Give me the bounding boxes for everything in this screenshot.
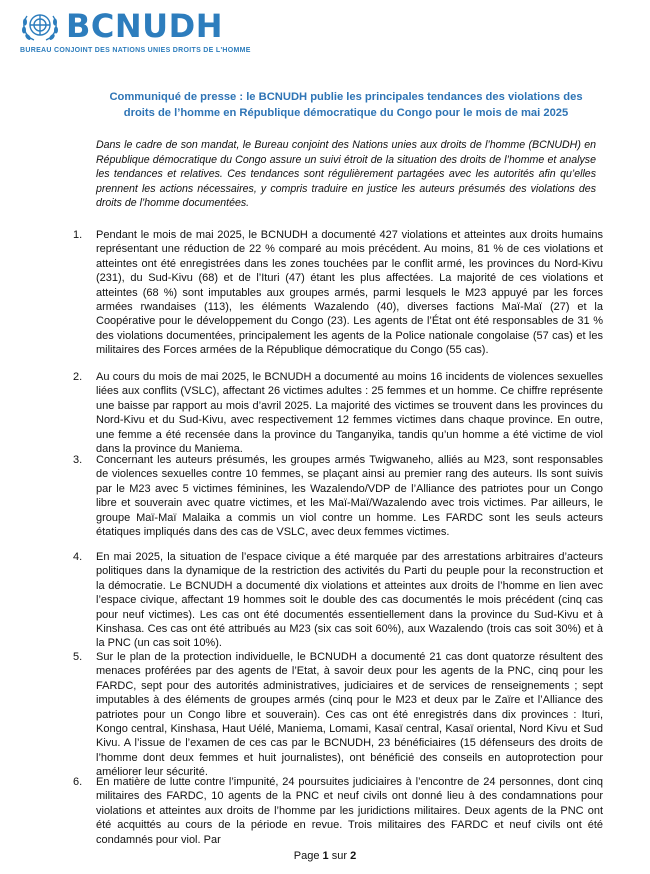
intro-paragraph: Dans le cadre de son mandat, le Bureau conjoint des Nations unies aux droits de l’homme (BCNUDH) en République démocratique du Congo assure un suivi étroit de la situation des droits de l’homme et analyse les tendances et relatives. Ces tendances sont régulièrement partagées avec les autorités afin qu’elles prennent les actions nécessaires, y compris traduire en justice les auteurs présumés des violations des droits de l’homme documentées. [96, 139, 596, 210]
item-number: 4. [73, 551, 83, 563]
item-number: 1. [73, 229, 83, 241]
item-number: 6. [73, 776, 83, 788]
item-text: Concernant les auteurs présumés, les groupes armés Twigwaneho, alliés au M23, sont responsables de violences sexuelles contre 10 femmes, se plaçant ainsi au premier rang des auteurs. Ils sont suivis par le M23 avec 5 victimes féminines, les Wazalendo/VDP de l’Alliance des patriotes pour un Congo libre et souverain avec quatre victimes, et les Maï-Maï/Wazalendo avec trois victimes. Par ailleurs, le groupe Maï-Maï Malaika a commis un viol contre un homme. Les FARDC sont les seuls acteurs étatiques impliqués dans des cas de VSLC, avec deux femmes victimes. [96, 454, 603, 539]
page-number: 1 [322, 850, 329, 862]
item-text: En matière de lutte contre l’impunité, 24 poursuites judiciaires à l’encontre de 24 personnes, dont cinq militaires des FARDC, 10 agents de la PNC et neuf civils ont donné lieu à des condamnations pour violations et atteintes aux droits de l’homme par les juridictions militaires. Deux agents de la PNC ont été acquittés au cours de la période en revue. Trois militaires des FARDC et neuf civils ont été condamnés pour viol. Par [96, 776, 603, 846]
page-footer [0, 850, 650, 862]
header-logo [18, 6, 278, 62]
item-text: Au cours du mois de mai 2025, le BCNUDH a documenté au moins 16 incidents de violences sexuelles liées aux conflits (VSLC), affectant 26 victimes adultes : 25 femmes et un homme. Ce chiffre représente une baisse par rapport au mois d’avril 2025. La majorité des victimes se trouvent dans les provinces du Nord-Kivu et du Sud-Kivu, avec respectivement 12 femmes victimes dans chaque province. En outre, une femme a été recensée dans la province du Tanganyika, tandis qu’un homme a été victime de viol dans la province du Maniema. [96, 371, 603, 456]
brand-name: BCNUDH [66, 7, 223, 45]
item-text: Pendant le mois de mai 2025, le BCNUDH a documenté 427 violations et atteintes aux droits humains représentant une réduction de 22 % comparé au mois précédent. Au moins, 81 % de ces violations et atteintes ont été enregistrées dans les zones touchées par le conflit armé, les provinces du Nord-Kivu (231), du Sud-Kivu (68) et de l’Ituri (47) étant les plus affectées. La majorité de ces violations et atteintes (68 %) sont imputables aux groupes armés, parmi lesquels le M23 appuyé par les forces armées rwandaises (113), les éléments Wazalendo (40), diverses factions Maï-Maï (27) et la Coopérative pour le développement du Congo (23). Les agents de l’État ont été responsables de 31 % des violations documentées, principalement les agents de la Police nationale congolaise (57 cas) et les militaires des Forces armées de la République démocratique du Congo (55 cas). [96, 229, 603, 357]
page-label: Page [293, 850, 320, 862]
item-text: Sur le plan de la protection individuelle, le BCNUDH a documenté 21 cas dont quatorze résultent des menaces proférées par des agents de l’Etat, à savoir deux pour les agents de la PNC, cinq pour les FARDC, sept pour des autorités administratives, judiciaires et de services de renseignements ; sept imputables à des éléments de groupes armés (cinq pour le M23 et deux par le Zaïre et l’Alliance des patriotes pour un Congo libre et souverain). Ces cas ont été enregistrés dans dix provinces : Ituri, Kongo central, Kinshasa, Haut Uélé, Maniema, Lomami, Kasaï central, Kasaï oriental, Nord Kivu et Sud Kivu. A l’issue de l’examen de ces cas par le BCNUDH, 23 bénéficiaires (15 défenseurs des droits de l’homme dont deux femmes et huit journalistes), ont bénéficié des conseils en autoprotection pour améliorer leur sécurité. [96, 651, 603, 779]
page-total: 2 [350, 850, 357, 862]
item-number: 3. [73, 454, 83, 466]
press-release-title: Communiqué de presse : le BCNUDH publie les principales tendances des violations des droits de l’homme en République démocratique du Congo pour le mois de mai 2025 [109, 91, 583, 119]
page-separator: sur [331, 850, 348, 862]
item-text: En mai 2025, la situation de l’espace civique a été marquée par des arrestations arbitraires d’acteurs politiques dans la dynamique de la restriction des activités du Parti du peuple pour la reconstruction et la démocratie. Le BCNUDH a documenté dix violations et atteintes aux droits de l’homme en lien avec l’espace civique, affectant 19 hommes soit le double des cas documentés le mois précédent (cinq cas pour neuf victimes). Les cas ont été documentés essentiellement dans la province du Sud-Kivu et à Kinshasa. Ces cas ont été attribués au M23 (six cas soit 60%), aux Wazalendo (trois cas soit 30%) et à la PNC (un cas soit 10%). [96, 551, 603, 650]
un-emblem-icon [18, 8, 62, 44]
item-number: 5. [73, 651, 83, 663]
brand-subline: BUREAU CONJOINT DES NATIONS UNIES DROITS DE L'HOMME [20, 47, 251, 54]
item-number: 2. [73, 371, 83, 383]
